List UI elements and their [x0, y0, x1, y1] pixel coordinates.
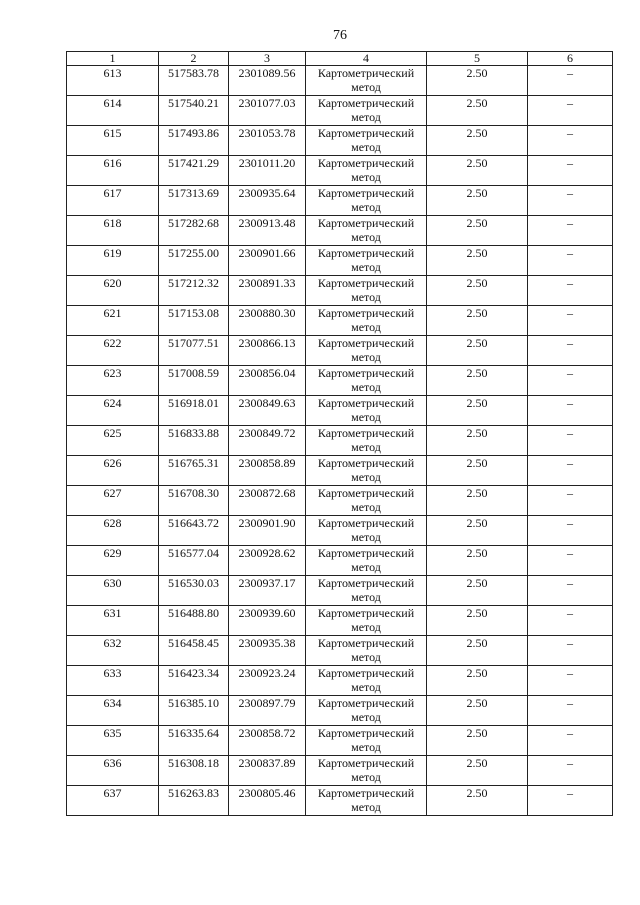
accuracy-cell: 2.50: [427, 336, 528, 366]
note-cell: –: [528, 576, 613, 606]
accuracy-cell: 2.50: [427, 156, 528, 186]
y-coordinate-cell: 2300837.89: [229, 756, 306, 786]
note-cell: –: [528, 786, 613, 816]
note-cell: –: [528, 126, 613, 156]
x-coordinate-cell: 517421.29: [159, 156, 229, 186]
x-coordinate-cell: 517153.08: [159, 306, 229, 336]
x-coordinate-cell: 517255.00: [159, 246, 229, 276]
page-number: 76: [333, 28, 347, 43]
accuracy-cell: 2.50: [427, 396, 528, 426]
x-coordinate-cell: 517212.32: [159, 276, 229, 306]
x-coordinate-cell: 516308.18: [159, 756, 229, 786]
point-number-cell: 632: [67, 636, 159, 666]
table-row: [67, 186, 613, 216]
note-cell: –: [528, 246, 613, 276]
x-coordinate-cell: 516423.34: [159, 666, 229, 696]
x-coordinate-cell: 516577.04: [159, 546, 229, 576]
table-header: [67, 52, 613, 66]
y-coordinate-cell: 2300858.72: [229, 726, 306, 756]
accuracy-cell: 2.50: [427, 126, 528, 156]
y-coordinate-cell: 2300901.90: [229, 516, 306, 546]
y-coordinate-cell: 2301089.56: [229, 66, 306, 96]
accuracy-cell: 2.50: [427, 666, 528, 696]
header-col-1: 1: [67, 52, 159, 66]
y-coordinate-cell: 2300913.48: [229, 216, 306, 246]
x-coordinate-cell: 517008.59: [159, 366, 229, 396]
y-coordinate-cell: 2301077.03: [229, 96, 306, 126]
table-row: [67, 96, 613, 126]
method-cell: Картометрический метод: [306, 576, 427, 606]
table-row: [67, 276, 613, 306]
x-coordinate-cell: 516488.80: [159, 606, 229, 636]
method-cell: Картометрический метод: [306, 546, 427, 576]
table-row: [67, 546, 613, 576]
note-cell: –: [528, 606, 613, 636]
point-number-cell: 629: [67, 546, 159, 576]
method-cell: Картометрический метод: [306, 696, 427, 726]
accuracy-cell: 2.50: [427, 486, 528, 516]
x-coordinate-cell: 516263.83: [159, 786, 229, 816]
accuracy-cell: 2.50: [427, 366, 528, 396]
method-cell: Картометрический метод: [306, 726, 427, 756]
table-body: [67, 66, 613, 816]
table-row: [67, 216, 613, 246]
method-cell: Картометрический метод: [306, 786, 427, 816]
point-number-cell: 625: [67, 426, 159, 456]
table-row: [67, 576, 613, 606]
note-cell: –: [528, 396, 613, 426]
note-cell: –: [528, 216, 613, 246]
y-coordinate-cell: 2300858.89: [229, 456, 306, 486]
method-cell: Картометрический метод: [306, 426, 427, 456]
x-coordinate-cell: 517583.78: [159, 66, 229, 96]
x-coordinate-cell: 517313.69: [159, 186, 229, 216]
note-cell: –: [528, 276, 613, 306]
y-coordinate-cell: 2300935.64: [229, 186, 306, 216]
method-cell: Картометрический метод: [306, 186, 427, 216]
point-number-cell: 628: [67, 516, 159, 546]
x-coordinate-cell: 517077.51: [159, 336, 229, 366]
note-cell: –: [528, 726, 613, 756]
point-number-cell: 631: [67, 606, 159, 636]
accuracy-cell: 2.50: [427, 516, 528, 546]
point-number-cell: 619: [67, 246, 159, 276]
accuracy-cell: 2.50: [427, 636, 528, 666]
accuracy-cell: 2.50: [427, 546, 528, 576]
table-row: [67, 426, 613, 456]
accuracy-cell: 2.50: [427, 186, 528, 216]
point-number-cell: 630: [67, 576, 159, 606]
method-cell: Картометрический метод: [306, 156, 427, 186]
x-coordinate-cell: 516385.10: [159, 696, 229, 726]
x-coordinate-cell: 517282.68: [159, 216, 229, 246]
note-cell: –: [528, 516, 613, 546]
x-coordinate-cell: 517493.86: [159, 126, 229, 156]
table-row: [67, 366, 613, 396]
x-coordinate-cell: 516765.31: [159, 456, 229, 486]
accuracy-cell: 2.50: [427, 606, 528, 636]
y-coordinate-cell: 2300872.68: [229, 486, 306, 516]
accuracy-cell: 2.50: [427, 66, 528, 96]
note-cell: –: [528, 96, 613, 126]
x-coordinate-cell: 516643.72: [159, 516, 229, 546]
y-coordinate-cell: 2300891.33: [229, 276, 306, 306]
x-coordinate-cell: 516918.01: [159, 396, 229, 426]
header-col-5: 5: [427, 52, 528, 66]
table-row: [67, 666, 613, 696]
method-cell: Картометрический метод: [306, 516, 427, 546]
method-cell: Картометрический метод: [306, 606, 427, 636]
note-cell: –: [528, 306, 613, 336]
y-coordinate-cell: 2301011.20: [229, 156, 306, 186]
point-number-cell: 613: [67, 66, 159, 96]
note-cell: –: [528, 756, 613, 786]
method-cell: Картометрический метод: [306, 66, 427, 96]
table-row: [67, 786, 613, 816]
method-cell: Картометрический метод: [306, 666, 427, 696]
method-cell: Картометрический метод: [306, 456, 427, 486]
header-col-4: 4: [306, 52, 427, 66]
x-coordinate-cell: 516458.45: [159, 636, 229, 666]
note-cell: –: [528, 486, 613, 516]
accuracy-cell: 2.50: [427, 426, 528, 456]
table-row: [67, 246, 613, 276]
table-row: [67, 306, 613, 336]
y-coordinate-cell: 2300849.72: [229, 426, 306, 456]
note-cell: –: [528, 696, 613, 726]
method-cell: Картометрический метод: [306, 396, 427, 426]
table-row: [67, 486, 613, 516]
point-number-cell: 623: [67, 366, 159, 396]
note-cell: –: [528, 546, 613, 576]
point-number-cell: 614: [67, 96, 159, 126]
header-col-3: 3: [229, 52, 306, 66]
point-number-cell: 616: [67, 156, 159, 186]
method-cell: Картометрический метод: [306, 636, 427, 666]
y-coordinate-cell: 2300928.62: [229, 546, 306, 576]
point-number-cell: 637: [67, 786, 159, 816]
accuracy-cell: 2.50: [427, 726, 528, 756]
y-coordinate-cell: 2300880.30: [229, 306, 306, 336]
point-number-cell: 615: [67, 126, 159, 156]
method-cell: Картометрический метод: [306, 306, 427, 336]
accuracy-cell: 2.50: [427, 246, 528, 276]
y-coordinate-cell: 2300897.79: [229, 696, 306, 726]
note-cell: –: [528, 636, 613, 666]
table-row: [67, 156, 613, 186]
y-coordinate-cell: 2300901.66: [229, 246, 306, 276]
method-cell: Картометрический метод: [306, 246, 427, 276]
note-cell: –: [528, 456, 613, 486]
x-coordinate-cell: 516335.64: [159, 726, 229, 756]
point-number-cell: 627: [67, 486, 159, 516]
accuracy-cell: 2.50: [427, 456, 528, 486]
table-row: [67, 636, 613, 666]
y-coordinate-cell: 2300939.60: [229, 606, 306, 636]
point-number-cell: 617: [67, 186, 159, 216]
x-coordinate-cell: 516708.30: [159, 486, 229, 516]
x-coordinate-cell: 516833.88: [159, 426, 229, 456]
table-row: [67, 66, 613, 96]
accuracy-cell: 2.50: [427, 216, 528, 246]
method-cell: Картометрический метод: [306, 756, 427, 786]
header-col-2: 2: [159, 52, 229, 66]
y-coordinate-cell: 2300805.46: [229, 786, 306, 816]
accuracy-cell: 2.50: [427, 696, 528, 726]
note-cell: –: [528, 336, 613, 366]
table-row: [67, 726, 613, 756]
note-cell: –: [528, 666, 613, 696]
method-cell: Картометрический метод: [306, 96, 427, 126]
table-row: [67, 516, 613, 546]
point-number-cell: 624: [67, 396, 159, 426]
table-row: [67, 606, 613, 636]
accuracy-cell: 2.50: [427, 576, 528, 606]
accuracy-cell: 2.50: [427, 276, 528, 306]
y-coordinate-cell: 2300856.04: [229, 366, 306, 396]
point-number-cell: 635: [67, 726, 159, 756]
table-row: [67, 336, 613, 366]
note-cell: –: [528, 156, 613, 186]
point-number-cell: 621: [67, 306, 159, 336]
method-cell: Картометрический метод: [306, 276, 427, 306]
accuracy-cell: 2.50: [427, 756, 528, 786]
point-number-cell: 633: [67, 666, 159, 696]
accuracy-cell: 2.50: [427, 96, 528, 126]
y-coordinate-cell: 2301053.78: [229, 126, 306, 156]
table-row: [67, 396, 613, 426]
accuracy-cell: 2.50: [427, 306, 528, 336]
y-coordinate-cell: 2300866.13: [229, 336, 306, 366]
coordinates-table: [66, 51, 613, 816]
table-row: [67, 756, 613, 786]
note-cell: –: [528, 66, 613, 96]
note-cell: –: [528, 186, 613, 216]
note-cell: –: [528, 366, 613, 396]
accuracy-cell: 2.50: [427, 786, 528, 816]
x-coordinate-cell: 517540.21: [159, 96, 229, 126]
y-coordinate-cell: 2300849.63: [229, 396, 306, 426]
method-cell: Картометрический метод: [306, 336, 427, 366]
point-number-cell: 620: [67, 276, 159, 306]
point-number-cell: 622: [67, 336, 159, 366]
x-coordinate-cell: 516530.03: [159, 576, 229, 606]
note-cell: –: [528, 426, 613, 456]
y-coordinate-cell: 2300937.17: [229, 576, 306, 606]
y-coordinate-cell: 2300935.38: [229, 636, 306, 666]
point-number-cell: 618: [67, 216, 159, 246]
point-number-cell: 634: [67, 696, 159, 726]
method-cell: Картометрический метод: [306, 366, 427, 396]
point-number-cell: 626: [67, 456, 159, 486]
header-row: [67, 52, 613, 66]
header-col-6: 6: [528, 52, 613, 66]
point-number-cell: 636: [67, 756, 159, 786]
method-cell: Картометрический метод: [306, 486, 427, 516]
method-cell: Картометрический метод: [306, 126, 427, 156]
table-row: [67, 456, 613, 486]
method-cell: Картометрический метод: [306, 216, 427, 246]
table-row: [67, 126, 613, 156]
y-coordinate-cell: 2300923.24: [229, 666, 306, 696]
table-row: [67, 696, 613, 726]
